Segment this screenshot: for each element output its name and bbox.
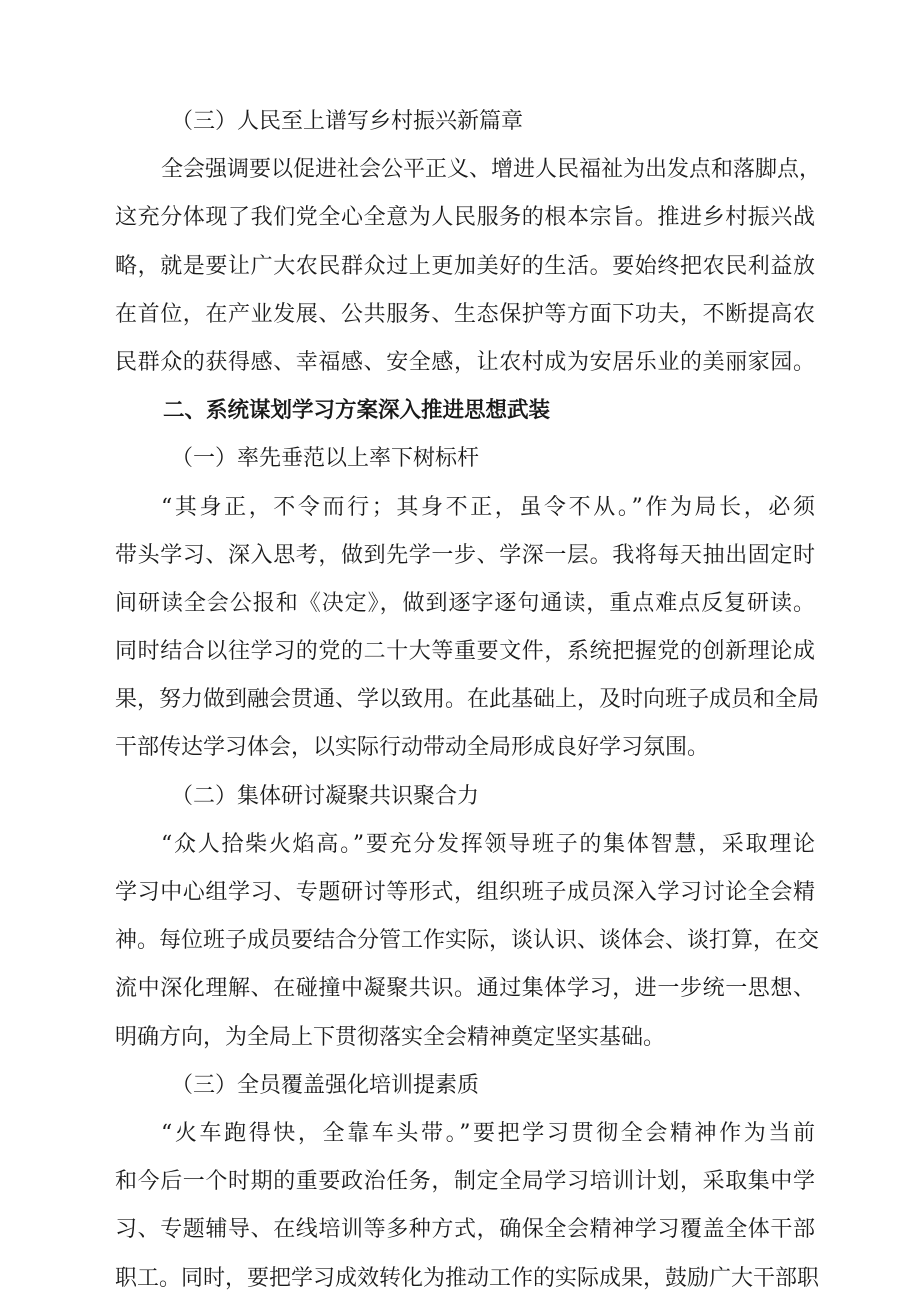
paragraph-line: 和今后一个时期的重要政治任务，制定全局学习培训计划，采取集中学	[115, 1169, 815, 1195]
subheading-lead-by-example: （一）率先垂范以上率下树标杆	[171, 446, 480, 472]
paragraph-line: 果，努力做到融会贯通、学以致用。在此基础上，及时向班子成员和全局	[115, 687, 820, 713]
paragraph-line: 在首位，在产业发展、公共服务、生态保护等方面下功夫，不断提高农	[115, 301, 815, 327]
paragraph-line: 学习中心组学习、专题研讨等形式，组织班子成员深入学习讨论全会精	[115, 880, 815, 905]
paragraph-line: 神。每位班子成员要结合分管工作实际，谈认识、谈体会、谈打算，在交	[115, 928, 820, 954]
paragraph-line: 全会强调要以促进社会公平正义、增进人民福祉为出发点和落脚点，	[161, 157, 822, 183]
paragraph-lead-study	[115, 484, 820, 773]
paragraph-line: 民群众的获得感、幸福感、安全感，让农村成为安居乐业的美丽家园。	[115, 349, 815, 375]
section-heading-study-plan: 二、系统谋划学习方案深入推进思想武装	[163, 398, 551, 424]
subheading-people-first: （三）人民至上谱写乡村振兴新篇章	[171, 109, 524, 134]
paragraph-line: 略，就是要让广大农民群众过上更加美好的生活。要始终把农民利益放	[115, 253, 815, 279]
subheading-full-coverage-training: （三）全员覆盖强化培训提素质	[171, 1072, 480, 1098]
paragraph-line: 这充分体现了我们党全心全意为人民服务的根本宗旨。推进乡村振兴战	[115, 205, 815, 231]
document-body	[115, 98, 822, 1303]
paragraph-line: “火车跑得快，全靠车头带。”要把学习贯彻全会精神作为当前	[161, 1120, 815, 1146]
paragraph-line: 带头学习、深入思考，做到先学一步、学深一层。我将每天抽出固定时	[115, 542, 815, 568]
paragraph-line: “其身正，不令而行；其身不正，虽令不从。”作为局长，必须	[161, 494, 815, 520]
paragraph-line: 同时结合以往学习的党的二十大等重要文件，系统把握党的创新理论成	[115, 639, 815, 665]
paragraph-line: “众人拾柴火焰高。”要充分发挥领导班子的集体智慧，采取理论	[161, 831, 815, 857]
paragraph-line: 间研读全会公报和《决定》，做到逐字逐句通读，重点难点反复研读。	[115, 590, 815, 616]
paragraph-training-plan	[115, 1110, 820, 1303]
paragraph-line: 职工。同时，要把学习成效转化为推动工作的实际成果，鼓励广大干部职	[115, 1265, 820, 1291]
paragraph-line: 明确方向，为全局上下贯彻落实全会精神奠定坚实基础。	[115, 1024, 666, 1050]
paragraph-collective-wisdom	[115, 821, 820, 1062]
paragraph-rural-revitalization	[115, 146, 822, 387]
paragraph-line: 干部传达学习体会，以实际行动带动全局形成良好学习氛围。	[115, 735, 710, 761]
subheading-collective-discussion: （二）集体研讨凝聚共识聚合力	[171, 783, 480, 809]
paragraph-line: 习、专题辅导、在线培训等多种方式，确保全会精神学习覆盖全体干部	[115, 1217, 815, 1243]
paragraph-line: 流中深化理解、在碰撞中凝聚共识。通过集体学习，进一步统一思想、	[115, 976, 815, 1002]
